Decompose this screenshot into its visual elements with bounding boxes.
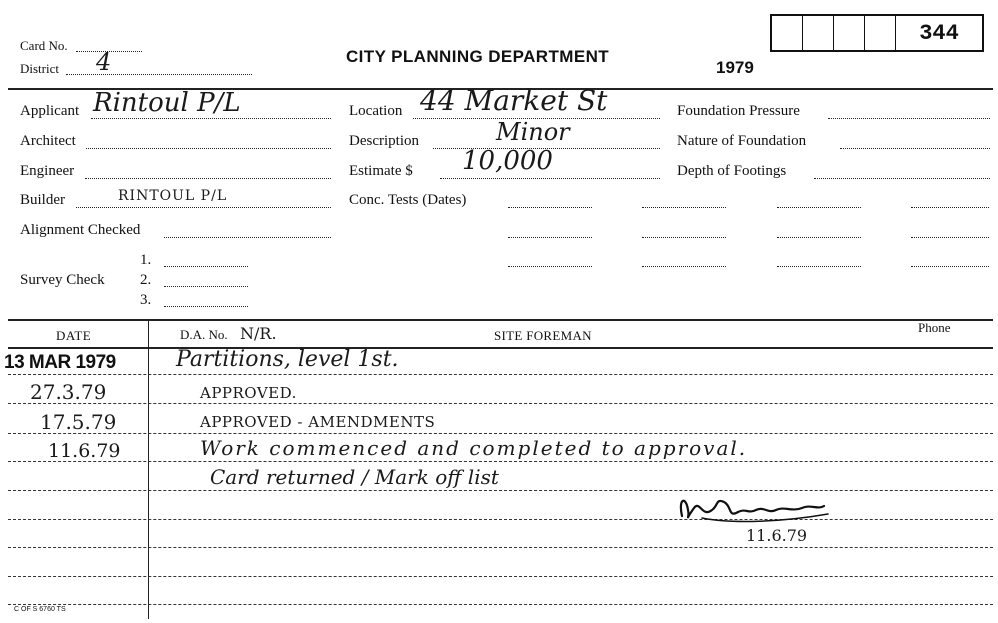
depth-footings-label: Depth of Footings (677, 163, 787, 179)
applicant-label: Applicant (20, 103, 80, 119)
ruled-line (8, 519, 993, 520)
district-line (66, 74, 252, 75)
location-label: Location (349, 103, 403, 119)
ruled-line (8, 433, 993, 434)
entry-date-stamp: 13 MAR 1979 (4, 352, 116, 373)
conc-line (777, 266, 861, 267)
conc-line (508, 266, 592, 267)
conc-line (911, 237, 989, 238)
da-no-value: N/R. (240, 324, 277, 343)
ruled-line (8, 490, 993, 491)
entry-date: 27.3.79 (30, 380, 107, 404)
engineer-line (85, 178, 331, 179)
description-value: Minor (496, 118, 570, 146)
estimate-line (440, 178, 660, 179)
survey-item-3: 3. (140, 292, 152, 308)
card-box-cell (803, 16, 834, 50)
applicant-value: Rintoul P/L (93, 88, 241, 118)
document-year: 1979 (716, 58, 754, 77)
survey-item-2: 2. (140, 272, 152, 288)
conc-line (508, 237, 592, 238)
site-foreman-header: SITE FOREMAN (494, 328, 592, 343)
conc-tests-label: Conc. Tests (Dates) (349, 192, 467, 208)
engineer-label: Engineer (20, 163, 75, 179)
district-label: District (20, 61, 59, 76)
survey-line-1 (164, 266, 248, 267)
survey-line-3 (164, 306, 248, 307)
conc-line (508, 207, 592, 208)
foundation-pressure-label: Foundation Pressure (677, 103, 800, 119)
ruled-line (8, 374, 993, 375)
location-value: 44 Market St (420, 84, 608, 117)
survey-check-label: Survey Check (20, 272, 105, 288)
table-header-rule (8, 347, 993, 349)
da-no-label: D.A. No. (180, 327, 228, 342)
conc-line (777, 207, 861, 208)
card-number-box (770, 14, 984, 52)
nature-foundation-label: Nature of Foundation (677, 133, 807, 149)
conc-line (642, 266, 726, 267)
entry-text: APPROVED - AMENDMENTS (200, 413, 436, 431)
builder-value: RINTOUL P/L (118, 188, 228, 204)
conc-line (777, 237, 861, 238)
survey-line-2 (164, 286, 248, 287)
phone-header: Phone (918, 320, 951, 335)
document-title: CITY PLANNING DEPARTMENT (346, 47, 610, 66)
card-box-cell (772, 16, 803, 50)
conc-line (642, 237, 726, 238)
alignment-line (164, 237, 331, 238)
entry-text: Card returned / Mark off list (210, 465, 499, 489)
form-code: C OF S 6760 TS (14, 606, 66, 613)
signature-date: 11.6.79 (746, 526, 808, 545)
card-no-label: Card No. (20, 38, 68, 53)
card-box-cell (834, 16, 865, 50)
entry-date: 17.5.79 (40, 410, 117, 434)
conc-line (911, 266, 989, 267)
conc-line (642, 207, 726, 208)
date-column-divider (148, 319, 149, 619)
foundation-pressure-line (828, 118, 990, 119)
entry-text: Partitions, level 1st. (176, 347, 399, 372)
estimate-value: 10,000 (462, 146, 553, 176)
architect-line (86, 148, 331, 149)
nature-foundation-line (840, 148, 990, 149)
ruled-line (8, 576, 993, 577)
date-header: DATE (56, 328, 92, 343)
signature-image (672, 488, 832, 528)
table-top-rule (8, 319, 993, 321)
survey-item-1: 1. (140, 252, 152, 268)
alignment-label: Alignment Checked (20, 222, 141, 238)
entry-date: 11.6.79 (48, 440, 121, 462)
builder-label: Builder (20, 192, 65, 208)
depth-footings-line (814, 178, 990, 179)
builder-line (76, 207, 331, 208)
conc-line (911, 207, 989, 208)
ruled-line (8, 547, 993, 548)
estimate-label: Estimate $ (349, 163, 413, 179)
entry-text: Work commenced and completed to approval. (200, 436, 748, 460)
ruled-line (8, 461, 993, 462)
ruled-line (8, 604, 993, 605)
architect-label: Architect (20, 133, 76, 149)
applicant-line (91, 118, 331, 119)
card-box-cell (865, 16, 896, 50)
ruled-line (8, 403, 993, 404)
entry-text: APPROVED. (200, 384, 297, 402)
description-label: Description (349, 133, 419, 149)
district-value: 4 (96, 48, 112, 76)
card-number: 344 (919, 20, 959, 46)
